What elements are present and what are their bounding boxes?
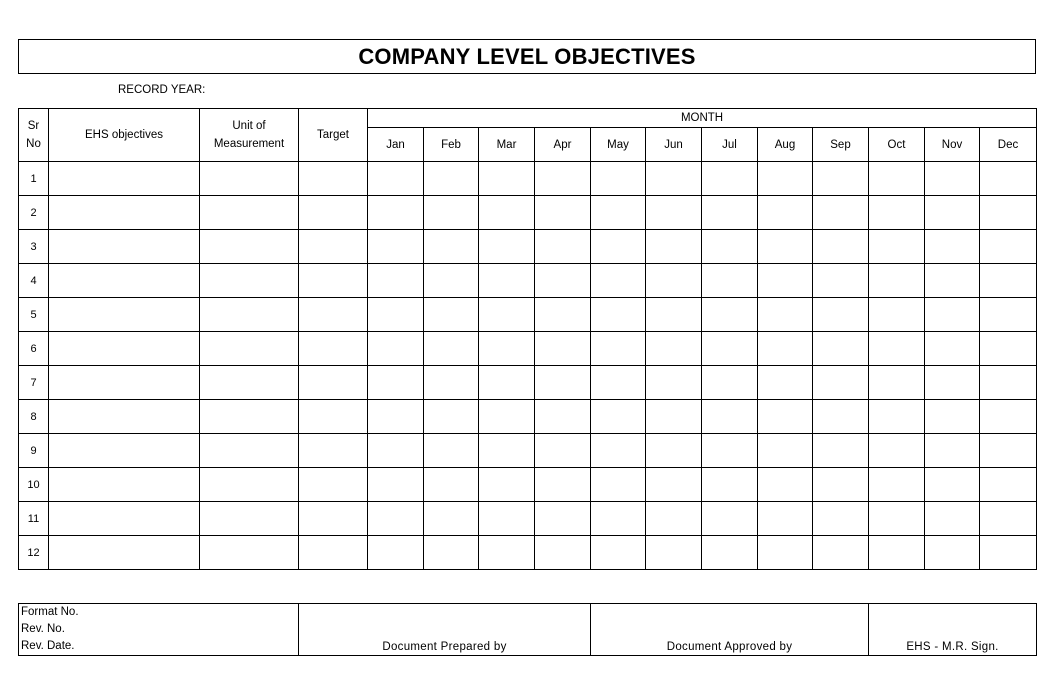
target-cell[interactable]	[299, 434, 368, 468]
month-cell-sep[interactable]	[813, 162, 869, 196]
month-cell-apr[interactable]	[535, 162, 591, 196]
month-cell-may[interactable]	[591, 536, 646, 570]
row-number: 2	[19, 196, 49, 230]
table-row	[19, 196, 1037, 230]
month-cell-jun[interactable]	[646, 400, 702, 434]
month-cell-dec[interactable]	[980, 162, 1037, 196]
month-cell-oct[interactable]	[869, 332, 925, 366]
month-header-dec: Dec	[980, 128, 1037, 162]
month-cell-mar[interactable]	[479, 502, 535, 536]
month-cell-jan[interactable]	[368, 502, 424, 536]
month-cell-sep[interactable]	[813, 536, 869, 570]
month-cell-nov[interactable]	[925, 298, 980, 332]
ehs-objective-cell[interactable]	[49, 196, 200, 230]
month-cell-feb[interactable]	[424, 366, 479, 400]
ehs-objective-cell[interactable]	[49, 332, 200, 366]
unit-cell[interactable]	[200, 196, 299, 230]
month-cell-aug[interactable]	[758, 298, 813, 332]
month-cell-oct[interactable]	[869, 264, 925, 298]
month-cell-sep[interactable]	[813, 400, 869, 434]
target-cell[interactable]	[299, 298, 368, 332]
month-cell-jan[interactable]	[368, 230, 424, 264]
ehs-objective-cell[interactable]	[49, 162, 200, 196]
month-cell-nov[interactable]	[925, 400, 980, 434]
month-cell-jan[interactable]	[368, 264, 424, 298]
prepared-by-cell	[299, 604, 591, 656]
month-cell-nov[interactable]	[925, 196, 980, 230]
month-cell-apr[interactable]	[535, 468, 591, 502]
table-row	[19, 332, 1037, 366]
target-cell[interactable]	[299, 366, 368, 400]
month-cell-apr[interactable]	[535, 298, 591, 332]
month-cell-sep[interactable]	[813, 366, 869, 400]
month-cell-oct[interactable]	[869, 366, 925, 400]
header-ehs-objectives: EHS objectives	[49, 109, 200, 162]
month-cell-may[interactable]	[591, 332, 646, 366]
table-row	[19, 434, 1037, 468]
month-cell-may[interactable]	[591, 298, 646, 332]
month-cell-jun[interactable]	[646, 264, 702, 298]
ehs-objective-cell[interactable]	[49, 230, 200, 264]
month-cell-oct[interactable]	[869, 502, 925, 536]
month-cell-feb[interactable]	[424, 162, 479, 196]
approved-by-label: Document Approved by	[666, 641, 793, 653]
month-cell-sep[interactable]	[813, 502, 869, 536]
month-cell-aug[interactable]	[758, 536, 813, 570]
month-cell-aug[interactable]	[758, 502, 813, 536]
month-header-may: May	[591, 128, 646, 162]
month-cell-sep[interactable]	[813, 434, 869, 468]
month-cell-dec[interactable]	[980, 366, 1037, 400]
month-cell-oct[interactable]	[869, 468, 925, 502]
month-cell-feb[interactable]	[424, 468, 479, 502]
month-cell-dec[interactable]	[980, 434, 1037, 468]
month-cell-may[interactable]	[591, 196, 646, 230]
month-cell-jul[interactable]	[702, 434, 758, 468]
header-unit-of-measurement	[200, 109, 299, 162]
prepared-by-label: Document Prepared by	[382, 641, 507, 653]
row-number: 3	[19, 230, 49, 264]
month-cell-mar[interactable]	[479, 536, 535, 570]
unit-cell[interactable]	[200, 298, 299, 332]
unit-cell[interactable]	[200, 468, 299, 502]
month-cell-dec[interactable]	[980, 468, 1037, 502]
month-cell-aug[interactable]	[758, 400, 813, 434]
unit-cell[interactable]	[200, 332, 299, 366]
target-cell[interactable]	[299, 502, 368, 536]
header-target: Target	[299, 109, 368, 162]
month-cell-may[interactable]	[591, 400, 646, 434]
month-cell-dec[interactable]	[980, 264, 1037, 298]
month-cell-jan[interactable]	[368, 434, 424, 468]
month-header-jun: Jun	[646, 128, 702, 162]
month-cell-may[interactable]	[591, 162, 646, 196]
month-cell-aug[interactable]	[758, 332, 813, 366]
month-cell-feb[interactable]	[424, 298, 479, 332]
month-cell-mar[interactable]	[479, 434, 535, 468]
month-cell-sep[interactable]	[813, 298, 869, 332]
month-cell-feb[interactable]	[424, 536, 479, 570]
month-cell-nov[interactable]	[925, 230, 980, 264]
row-number: 12	[19, 536, 49, 570]
month-cell-jan[interactable]	[368, 298, 424, 332]
rev-date-label: Rev. Date.	[21, 640, 75, 652]
unit-cell[interactable]	[200, 366, 299, 400]
month-cell-dec[interactable]	[980, 298, 1037, 332]
month-cell-jun[interactable]	[646, 468, 702, 502]
month-cell-mar[interactable]	[479, 468, 535, 502]
month-cell-jul[interactable]	[702, 468, 758, 502]
month-cell-nov[interactable]	[925, 536, 980, 570]
ehs-objective-cell[interactable]	[49, 536, 200, 570]
month-header-mar: Mar	[479, 128, 535, 162]
target-cell[interactable]	[299, 400, 368, 434]
mr-sign-label: EHS - M.R. Sign.	[906, 641, 999, 653]
month-cell-jun[interactable]	[646, 434, 702, 468]
target-cell[interactable]	[299, 264, 368, 298]
month-cell-jun[interactable]	[646, 196, 702, 230]
month-cell-jun[interactable]	[646, 536, 702, 570]
month-cell-nov[interactable]	[925, 502, 980, 536]
month-cell-jan[interactable]	[368, 162, 424, 196]
month-cell-jun[interactable]	[646, 162, 702, 196]
month-cell-mar[interactable]	[479, 196, 535, 230]
month-cell-jun[interactable]	[646, 366, 702, 400]
table-row	[19, 468, 1037, 502]
month-cell-sep[interactable]	[813, 264, 869, 298]
month-cell-apr[interactable]	[535, 332, 591, 366]
footer-format-info	[19, 604, 299, 656]
month-header-nov: Nov	[925, 128, 980, 162]
month-cell-nov[interactable]	[925, 434, 980, 468]
objectives-body	[19, 162, 1037, 570]
record-year-label: RECORD YEAR:	[118, 84, 206, 96]
unit-cell[interactable]	[200, 264, 299, 298]
month-cell-jul[interactable]	[702, 162, 758, 196]
month-cell-aug[interactable]	[758, 366, 813, 400]
month-cell-sep[interactable]	[813, 468, 869, 502]
month-cell-apr[interactable]	[535, 536, 591, 570]
month-cell-feb[interactable]	[424, 264, 479, 298]
table-row	[19, 502, 1037, 536]
month-cell-apr[interactable]	[535, 230, 591, 264]
month-cell-oct[interactable]	[869, 434, 925, 468]
month-cell-may[interactable]	[591, 366, 646, 400]
month-cell-nov[interactable]	[925, 468, 980, 502]
month-cell-mar[interactable]	[479, 298, 535, 332]
month-cell-nov[interactable]	[925, 264, 980, 298]
month-cell-may[interactable]	[591, 434, 646, 468]
unit-cell[interactable]	[200, 400, 299, 434]
unit-cell[interactable]	[200, 162, 299, 196]
table-row	[19, 162, 1037, 196]
row-number: 11	[19, 502, 49, 536]
month-cell-apr[interactable]	[535, 400, 591, 434]
table-row	[19, 230, 1037, 264]
month-cell-jan[interactable]	[368, 400, 424, 434]
month-cell-feb[interactable]	[424, 400, 479, 434]
target-cell[interactable]	[299, 468, 368, 502]
month-cell-jun[interactable]	[646, 502, 702, 536]
month-cell-jan[interactable]	[368, 366, 424, 400]
month-cell-jul[interactable]	[702, 298, 758, 332]
month-cell-feb[interactable]	[424, 332, 479, 366]
month-cell-mar[interactable]	[479, 162, 535, 196]
header-unit-line1: Unit of	[232, 120, 266, 132]
target-cell[interactable]	[299, 536, 368, 570]
ehs-objective-cell[interactable]	[49, 298, 200, 332]
month-cell-feb[interactable]	[424, 502, 479, 536]
month-cell-mar[interactable]	[479, 230, 535, 264]
approved-by-cell	[591, 604, 869, 656]
month-cell-aug[interactable]	[758, 434, 813, 468]
month-cell-dec[interactable]	[980, 230, 1037, 264]
form-title-box	[18, 39, 1036, 74]
row-number: 9	[19, 434, 49, 468]
month-cell-mar[interactable]	[479, 332, 535, 366]
format-no-label: Format No.	[21, 606, 79, 618]
month-cell-apr[interactable]	[535, 366, 591, 400]
month-cell-feb[interactable]	[424, 230, 479, 264]
month-cell-jan[interactable]	[368, 332, 424, 366]
month-header-jan: Jan	[368, 128, 424, 162]
header-sr-no	[19, 109, 49, 162]
row-number: 10	[19, 468, 49, 502]
table-row	[19, 264, 1037, 298]
table-row	[19, 536, 1037, 570]
unit-cell[interactable]	[200, 230, 299, 264]
header-unit-line2: Measurement	[213, 138, 285, 150]
month-header-feb: Feb	[424, 128, 479, 162]
month-cell-feb[interactable]	[424, 434, 479, 468]
month-cell-oct[interactable]	[869, 298, 925, 332]
target-cell[interactable]	[299, 230, 368, 264]
month-cell-jul[interactable]	[702, 366, 758, 400]
month-cell-sep[interactable]	[813, 332, 869, 366]
table-row	[19, 298, 1037, 332]
month-cell-jul[interactable]	[702, 264, 758, 298]
row-number: 7	[19, 366, 49, 400]
row-number: 8	[19, 400, 49, 434]
month-header-aug: Aug	[758, 128, 813, 162]
month-cell-jul[interactable]	[702, 536, 758, 570]
target-cell[interactable]	[299, 162, 368, 196]
month-cell-mar[interactable]	[479, 264, 535, 298]
month-cell-jul[interactable]	[702, 502, 758, 536]
ehs-objective-cell[interactable]	[49, 434, 200, 468]
month-cell-may[interactable]	[591, 230, 646, 264]
month-cell-apr[interactable]	[535, 434, 591, 468]
month-cell-dec[interactable]	[980, 332, 1037, 366]
month-cell-mar[interactable]	[479, 400, 535, 434]
month-cell-jan[interactable]	[368, 468, 424, 502]
month-cell-nov[interactable]	[925, 366, 980, 400]
ehs-objective-cell[interactable]	[49, 264, 200, 298]
month-cell-feb[interactable]	[424, 196, 479, 230]
month-cell-dec[interactable]	[980, 196, 1037, 230]
header-sr-no-line2: No	[26, 138, 41, 150]
footer-table	[18, 603, 1037, 656]
month-cell-nov[interactable]	[925, 332, 980, 366]
month-cell-sep[interactable]	[813, 230, 869, 264]
unit-cell[interactable]	[200, 502, 299, 536]
month-cell-jan[interactable]	[368, 196, 424, 230]
month-cell-apr[interactable]	[535, 502, 591, 536]
month-cell-jul[interactable]	[702, 332, 758, 366]
month-cell-jul[interactable]	[702, 230, 758, 264]
month-cell-aug[interactable]	[758, 264, 813, 298]
month-cell-dec[interactable]	[980, 502, 1037, 536]
month-cell-may[interactable]	[591, 468, 646, 502]
month-cell-nov[interactable]	[925, 162, 980, 196]
month-cell-dec[interactable]	[980, 536, 1037, 570]
ehs-objective-cell[interactable]	[49, 502, 200, 536]
ehs-objective-cell[interactable]	[49, 366, 200, 400]
month-cell-jul[interactable]	[702, 400, 758, 434]
header-sr-no-line1: Sr	[27, 120, 40, 132]
month-cell-jul[interactable]	[702, 196, 758, 230]
month-cell-oct[interactable]	[869, 162, 925, 196]
month-cell-may[interactable]	[591, 264, 646, 298]
row-number: 6	[19, 332, 49, 366]
mr-sign-cell	[869, 604, 1037, 656]
row-number: 4	[19, 264, 49, 298]
table-row	[19, 366, 1037, 400]
rev-no-label: Rev. No.	[21, 623, 65, 635]
month-cell-oct[interactable]	[869, 196, 925, 230]
month-cell-mar[interactable]	[479, 366, 535, 400]
month-header-oct: Oct	[869, 128, 925, 162]
ehs-objective-cell[interactable]	[49, 468, 200, 502]
month-cell-jan[interactable]	[368, 536, 424, 570]
unit-cell[interactable]	[200, 434, 299, 468]
month-cell-sep[interactable]	[813, 196, 869, 230]
month-cell-aug[interactable]	[758, 162, 813, 196]
month-header-sep: Sep	[813, 128, 869, 162]
month-cell-jun[interactable]	[646, 230, 702, 264]
month-cell-apr[interactable]	[535, 264, 591, 298]
row-number: 5	[19, 298, 49, 332]
header-month: MONTH	[368, 109, 1037, 128]
month-cell-jun[interactable]	[646, 332, 702, 366]
objectives-table	[18, 108, 1037, 570]
target-cell[interactable]	[299, 196, 368, 230]
month-header-apr: Apr	[535, 128, 591, 162]
form-title: COMPANY LEVEL OBJECTIVES	[358, 43, 696, 69]
month-cell-oct[interactable]	[869, 400, 925, 434]
month-cell-oct[interactable]	[869, 230, 925, 264]
month-cell-apr[interactable]	[535, 196, 591, 230]
month-cell-aug[interactable]	[758, 230, 813, 264]
month-cell-may[interactable]	[591, 502, 646, 536]
target-cell[interactable]	[299, 332, 368, 366]
month-cell-jun[interactable]	[646, 298, 702, 332]
unit-cell[interactable]	[200, 536, 299, 570]
table-row	[19, 400, 1037, 434]
month-cell-aug[interactable]	[758, 196, 813, 230]
row-number: 1	[19, 162, 49, 196]
month-cell-oct[interactable]	[869, 536, 925, 570]
month-cell-aug[interactable]	[758, 468, 813, 502]
month-cell-dec[interactable]	[980, 400, 1037, 434]
ehs-objective-cell[interactable]	[49, 400, 200, 434]
month-header-jul: Jul	[702, 128, 758, 162]
